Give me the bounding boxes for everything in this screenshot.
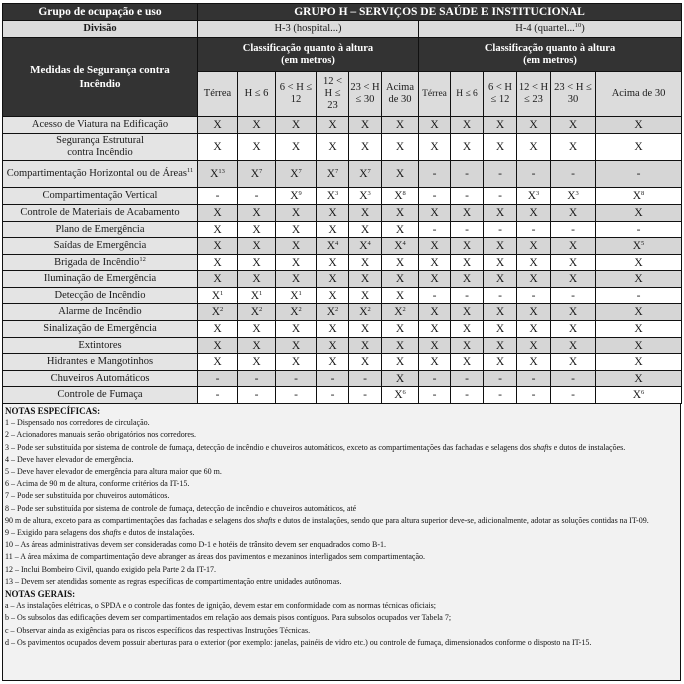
table-row — [3, 354, 682, 371]
requirement-cell: - — [238, 371, 276, 387]
table-row — [3, 288, 682, 304]
requirement-cell: X — [198, 222, 238, 238]
requirement-cell: - — [419, 288, 451, 304]
requirement-cell: X — [419, 338, 451, 354]
requirement-cell: - — [276, 387, 317, 404]
division-label: Divisão — [3, 21, 198, 38]
requirement-cell: - — [517, 371, 551, 387]
requirement-cell: X — [382, 161, 419, 188]
requirement-cell: - — [419, 371, 451, 387]
table-row — [3, 371, 682, 387]
requirement-cell: X — [484, 354, 517, 371]
col-h3-above-30: Acima de 30 — [382, 72, 419, 117]
measure-label: Hidrantes e Mangotinhos — [3, 354, 198, 371]
requirement-cell: X — [382, 271, 419, 288]
requirement-cell: X — [596, 117, 682, 134]
table-row — [3, 238, 682, 255]
requirement-cell: X — [596, 255, 682, 271]
requirement-cell: X — [238, 338, 276, 354]
requirement-cell: $X^2$ — [238, 304, 276, 321]
requirement-cell: - — [198, 188, 238, 205]
requirement-cell: X — [382, 134, 419, 161]
requirement-cell: X — [517, 354, 551, 371]
note-item: 9 – Exigido para selagens dos shafts e dutos de instalações. — [5, 528, 195, 538]
table-row — [3, 161, 682, 188]
requirement-cell: - — [349, 371, 382, 387]
requirement-cell: $X^8$ — [596, 188, 682, 205]
requirement-cell: - — [238, 188, 276, 205]
requirement-cell: X — [596, 354, 682, 371]
table-row — [3, 321, 682, 338]
measure-label: Controle de Fumaça — [3, 387, 198, 404]
requirement-cell: X — [484, 205, 517, 222]
requirement-cell: X — [484, 271, 517, 288]
requirement-cell: - — [451, 288, 484, 304]
requirement-cell: $X^3$ — [317, 188, 349, 205]
measure-label: Alarme de Incêndio — [3, 304, 198, 321]
requirement-cell: X — [198, 255, 238, 271]
requirement-cell: $X^1$ — [238, 288, 276, 304]
measure-label: Controle de Materiais de Acabamento — [3, 205, 198, 222]
requirement-cell: - — [484, 188, 517, 205]
note-item: 5 – Deve haver elevador de emergência para altura maior que 60 m. — [5, 467, 222, 477]
requirement-cell: X — [349, 321, 382, 338]
measures-label: Medidas de Segurança contra Incêndio — [3, 38, 198, 117]
requirement-cell: X — [238, 117, 276, 134]
note-item: 90 m de altura, exceto para as compartimentações das fachadas e selagens dos shafts e dutos de instalações, sendo que para altura superior deve-se, adicionalmente, adotar as soluções contidas na IT-09. — [5, 515, 649, 525]
measure-label: Iluminação de Emergência — [3, 271, 198, 288]
note-item: 7 – Pode ser substituída por chuveiros automáticos. — [5, 491, 170, 501]
requirement-cell: $X^6$ — [382, 387, 419, 404]
requirement-cell: X — [451, 354, 484, 371]
requirement-cell: X — [484, 117, 517, 134]
measure-label: Extintores — [3, 338, 198, 354]
requirement-cell: X — [596, 304, 682, 321]
requirement-cell: - — [198, 387, 238, 404]
requirement-cell: X — [238, 354, 276, 371]
fire-safety-requirements-document — [2, 3, 681, 681]
col-h3-terrea: Térrea — [198, 72, 238, 117]
col-h4-23-30: 23 < H ≤ 30 — [551, 72, 596, 117]
requirement-cell: $X^7$ — [349, 161, 382, 188]
col-h4-6-12: 6 < H ≤ 12 — [484, 72, 517, 117]
requirement-cell: X — [238, 321, 276, 338]
table-row — [3, 271, 682, 288]
note-item: 12 – Inclui Bombeiro Civil, quando exigido pela Parte 2 da IT-17. — [5, 564, 216, 574]
requirement-cell: X — [317, 222, 349, 238]
requirement-cell: X — [484, 134, 517, 161]
requirement-cell: X — [317, 354, 349, 371]
requirement-cell: X — [451, 117, 484, 134]
requirement-cell: X — [551, 354, 596, 371]
requirement-cell: X — [551, 304, 596, 321]
requirement-cell: X — [382, 321, 419, 338]
requirement-cell: - — [451, 161, 484, 188]
requirement-cell: X — [198, 321, 238, 338]
requirement-cell: - — [317, 387, 349, 404]
requirement-cell: X — [551, 117, 596, 134]
table-row — [3, 338, 682, 354]
division-h4: H-4 (quartel...$^{10}$) — [419, 21, 682, 38]
requirement-cell: X — [451, 255, 484, 271]
measure-label: Compartimentação Vertical — [3, 188, 198, 205]
measure-label: Detecção de Incêndio — [3, 288, 198, 304]
requirement-cell: - — [517, 161, 551, 188]
requirement-cell: X — [484, 338, 517, 354]
requirement-cell: $X^4$ — [349, 238, 382, 255]
requirement-cell: X — [484, 255, 517, 271]
measure-label: Segurança Estrutural contra Incêndio — [3, 134, 198, 161]
requirement-cell: - — [238, 387, 276, 404]
note-item: 11 – A área máxima de compartimentação deve abranger as áreas dos pavimentos e mezaninos interligados sem compartimentação. — [5, 552, 425, 562]
requirement-cell: X — [382, 371, 419, 387]
requirement-cell: X — [349, 338, 382, 354]
requirement-cell: X — [349, 222, 382, 238]
table-row — [3, 188, 682, 205]
requirement-cell: $X^9$ — [276, 188, 317, 205]
requirement-cell: X — [419, 321, 451, 338]
requirement-cell: X — [317, 134, 349, 161]
division-h3: H-3 (hospital...) — [198, 21, 419, 38]
requirement-cell: X — [517, 338, 551, 354]
requirement-cell: $X^1$ — [198, 288, 238, 304]
requirement-cell: X — [238, 134, 276, 161]
col-h4-12-23: 12 < H ≤ 23 — [517, 72, 551, 117]
requirement-cell: X — [451, 205, 484, 222]
requirement-cell: X — [349, 205, 382, 222]
requirement-cell: X — [317, 271, 349, 288]
col-h4-h-le-6: H ≤ 6 — [451, 72, 484, 117]
requirement-cell: X — [276, 134, 317, 161]
table-row — [3, 117, 682, 134]
requirement-cell: $X^2$ — [349, 304, 382, 321]
requirement-cell: - — [276, 371, 317, 387]
requirement-cell: X — [596, 338, 682, 354]
requirement-cell: X — [276, 222, 317, 238]
division-row — [3, 21, 682, 38]
requirement-cell: X — [382, 255, 419, 271]
table-row — [3, 205, 682, 222]
note-item: 1 – Dispensado nos corredores de circulação. — [5, 418, 150, 428]
group-label: Grupo de ocupação e uso — [3, 4, 198, 21]
requirement-cell: - — [551, 161, 596, 188]
requirement-cell: X — [382, 338, 419, 354]
requirement-cell: - — [419, 188, 451, 205]
requirement-cell: X — [419, 238, 451, 255]
col-h4-terrea: Térrea — [419, 72, 451, 117]
requirement-cell: - — [484, 387, 517, 404]
requirement-cell: - — [451, 387, 484, 404]
requirements-rows — [3, 117, 682, 404]
requirement-cell: X — [451, 338, 484, 354]
note-item: 6 – Acima de 90 m de altura, conforme critérios da IT-15. — [5, 479, 190, 489]
height-class-row — [3, 38, 682, 72]
measure-label: Chuveiros Automáticos — [3, 371, 198, 387]
requirement-cell: - — [419, 387, 451, 404]
requirement-cell: $X^2$ — [382, 304, 419, 321]
requirement-cell: X — [596, 371, 682, 387]
requirement-cell: X — [419, 117, 451, 134]
col-h3-h-le-6: H ≤ 6 — [238, 72, 276, 117]
col-h3-23-30: 23 < H ≤ 30 — [349, 72, 382, 117]
requirement-cell: X — [484, 304, 517, 321]
requirement-cell: $X^7$ — [276, 161, 317, 188]
requirement-cell: X — [349, 288, 382, 304]
table-row — [3, 304, 682, 321]
group-header-row — [3, 4, 682, 21]
note-item: 2 – Acionadores manuais serão obrigatórios nos corredores. — [5, 430, 197, 440]
requirement-cell: X — [382, 288, 419, 304]
requirement-cell: X — [317, 205, 349, 222]
height-class-h3: Classificação quanto à altura (em metros) — [198, 38, 419, 72]
requirement-cell: X — [517, 238, 551, 255]
requirement-cell: - — [419, 222, 451, 238]
requirement-cell: $X^2$ — [198, 304, 238, 321]
requirement-cell: X — [551, 255, 596, 271]
requirement-cell: - — [198, 371, 238, 387]
requirement-cell: $X^3$ — [517, 188, 551, 205]
col-h3-6-12: 6 < H ≤ 12 — [276, 72, 317, 117]
requirement-cell: X — [419, 255, 451, 271]
requirement-cell: X — [198, 354, 238, 371]
requirement-cell: - — [451, 222, 484, 238]
note-item: a – As instalações elétricas, o SPDA e o controle das fontes de ignição, devem estar em conformidade com as normas técnicas oficiais; — [5, 601, 436, 611]
requirement-cell: - — [596, 161, 682, 188]
requirement-cell: X — [198, 205, 238, 222]
requirement-cell: X — [551, 321, 596, 338]
requirement-cell: - — [517, 387, 551, 404]
requirement-cell: - — [484, 161, 517, 188]
requirement-cell: X — [238, 222, 276, 238]
requirement-cell: X — [276, 271, 317, 288]
requirement-cell: - — [484, 288, 517, 304]
table-row — [3, 134, 682, 161]
group-title: GRUPO H – SERVIÇOS DE SAÚDE E INSTITUCIONAL — [198, 4, 682, 21]
requirement-cell: X — [419, 304, 451, 321]
table-row — [3, 255, 682, 271]
requirement-cell: X — [276, 117, 317, 134]
requirement-cell: X — [198, 238, 238, 255]
measure-label: Saídas de Emergência — [3, 238, 198, 255]
requirement-cell: - — [551, 371, 596, 387]
requirement-cell: X — [276, 354, 317, 371]
requirement-cell: $X^2$ — [317, 304, 349, 321]
requirement-cell: X — [276, 321, 317, 338]
requirement-cell: X — [484, 238, 517, 255]
requirement-cell: X — [382, 354, 419, 371]
col-h4-above-30: Acima de 30 — [596, 72, 682, 117]
requirement-cell: X — [276, 238, 317, 255]
requirement-cell: X — [551, 134, 596, 161]
specific-notes-title: NOTAS ESPECÍFICAS: — [5, 406, 101, 416]
requirement-cell: - — [484, 222, 517, 238]
requirement-cell: X — [596, 321, 682, 338]
requirement-cell: X — [517, 134, 551, 161]
requirement-cell: X — [451, 134, 484, 161]
table-row — [3, 222, 682, 238]
requirement-cell: X — [382, 205, 419, 222]
note-item: d – Os pavimentos ocupados devem possuir aberturas para o exterior (por exemplo: janelas, painéis de vidro etc.) ou controle de fumaça, dimensionados conforme o disposto na IT-15. — [5, 637, 592, 647]
requirement-cell: X — [451, 321, 484, 338]
requirement-cell: X — [198, 134, 238, 161]
requirement-cell: X — [517, 205, 551, 222]
requirement-cell: X — [349, 117, 382, 134]
requirement-cell: X — [517, 255, 551, 271]
requirement-cell: X — [596, 271, 682, 288]
note-item: b – Os subsolos das edificações devem ser compartimentados em relação aos demais pisos contíguos. Para subsolos ocupados ver Tabela 7; — [5, 613, 452, 623]
note-item: 13 – Devem ser atendidas somente as regras específicas de compartimentação entre unidades autônomas. — [5, 576, 342, 586]
requirement-cell: X — [419, 205, 451, 222]
requirement-cell: - — [484, 371, 517, 387]
requirement-cell: X — [517, 117, 551, 134]
note-item: 10 – As áreas administrativas devem ser consideradas como D-1 e hotéis de trânsito devem ser enquadrados como B-1. — [5, 540, 387, 550]
requirement-cell: X — [419, 354, 451, 371]
measure-label: Brigada de Incêndio$^{12}$ — [3, 255, 198, 271]
measure-label: Sinalização de Emergência — [3, 321, 198, 338]
requirement-cell: X — [238, 271, 276, 288]
requirement-cell: $X^6$ — [596, 387, 682, 404]
measure-label: Acesso de Viatura na Edificação — [3, 117, 198, 134]
requirement-cell: X — [451, 304, 484, 321]
requirement-cell: X — [419, 134, 451, 161]
requirement-cell: X — [551, 271, 596, 288]
requirement-cell: $X^3$ — [349, 188, 382, 205]
requirement-cell: $X^4$ — [382, 238, 419, 255]
requirement-cell: X — [451, 238, 484, 255]
requirement-cell: X — [419, 271, 451, 288]
requirement-cell: $X^7$ — [317, 161, 349, 188]
requirement-cell: X — [198, 271, 238, 288]
requirement-cell: X — [382, 222, 419, 238]
requirement-cell: X — [349, 271, 382, 288]
requirement-cell: - — [451, 188, 484, 205]
requirement-cell: X — [238, 205, 276, 222]
requirement-cell: X — [484, 321, 517, 338]
requirements-table — [2, 3, 682, 404]
requirement-cell: X — [276, 205, 317, 222]
general-notes-list — [5, 600, 678, 649]
requirement-cell: - — [596, 222, 682, 238]
requirement-cell: - — [551, 288, 596, 304]
requirement-cell: X — [276, 255, 317, 271]
notes-section — [2, 404, 681, 681]
requirement-cell: - — [517, 288, 551, 304]
height-class-h4: Classificação quanto à altura (em metros) — [419, 38, 682, 72]
requirement-cell: X — [317, 321, 349, 338]
requirement-cell: $X^3$ — [551, 188, 596, 205]
requirement-cell: X — [551, 205, 596, 222]
requirement-cell: - — [551, 222, 596, 238]
requirement-cell: - — [517, 222, 551, 238]
requirement-cell: X — [382, 117, 419, 134]
requirement-cell: $X^8$ — [382, 188, 419, 205]
requirement-cell: X — [317, 338, 349, 354]
requirement-cell: - — [419, 161, 451, 188]
specific-notes-list — [5, 417, 678, 588]
requirement-cell: X — [451, 271, 484, 288]
requirement-cell: X — [198, 117, 238, 134]
measure-label: Compartimentação Horizontal ou de Áreas$^{11}$ — [3, 161, 198, 188]
requirement-cell: $X^{13}$ — [198, 161, 238, 188]
requirement-cell: X — [349, 134, 382, 161]
requirement-cell: X — [198, 338, 238, 354]
requirement-cell: $X^7$ — [238, 161, 276, 188]
note-item: 4 – Deve haver elevador de emergência. — [5, 454, 134, 464]
requirement-cell: - — [451, 371, 484, 387]
general-notes-title: NOTAS GERAIS: — [5, 589, 76, 600]
requirement-cell: - — [596, 288, 682, 304]
requirement-cell: - — [317, 371, 349, 387]
requirement-cell: X — [596, 134, 682, 161]
requirement-cell: X — [238, 238, 276, 255]
requirement-cell: X — [349, 354, 382, 371]
requirement-cell: X — [596, 205, 682, 222]
measure-label: Plano de Emergência — [3, 222, 198, 238]
requirement-cell: X — [317, 117, 349, 134]
requirement-cell: $X^5$ — [596, 238, 682, 255]
requirement-cell: X — [517, 271, 551, 288]
requirement-cell: X — [276, 338, 317, 354]
requirement-cell: X — [517, 304, 551, 321]
requirement-cell: $X^1$ — [276, 288, 317, 304]
requirement-cell: X — [317, 288, 349, 304]
requirement-cell: - — [349, 387, 382, 404]
requirement-cell: X — [349, 255, 382, 271]
requirement-cell: - — [551, 387, 596, 404]
requirement-cell: $X^2$ — [276, 304, 317, 321]
note-item: 8 – Pode ser substituída por sistema de controle de fumaça, detecção de incêndio e chuveiros automáticos, até — [5, 503, 357, 513]
requirement-cell: X — [238, 255, 276, 271]
requirement-cell: X — [317, 255, 349, 271]
requirement-cell: X — [517, 321, 551, 338]
requirement-cell: X — [551, 338, 596, 354]
col-h3-12-23: 12 < H ≤ 23 — [317, 72, 349, 117]
note-item: c – Observar ainda as exigências para os riscos específicos das respectivas Instruções Técnicas. — [5, 625, 311, 635]
requirement-cell: $X^4$ — [317, 238, 349, 255]
requirement-cell: X — [551, 238, 596, 255]
table-row — [3, 387, 682, 404]
note-item: 3 – Pode ser substituída por sistema de controle de fumaça, detecção de incêndio e chuveiros automáticos, exceto as compartimentações das fachadas e selagens dos shafts e dutos de instalações. — [5, 442, 626, 452]
